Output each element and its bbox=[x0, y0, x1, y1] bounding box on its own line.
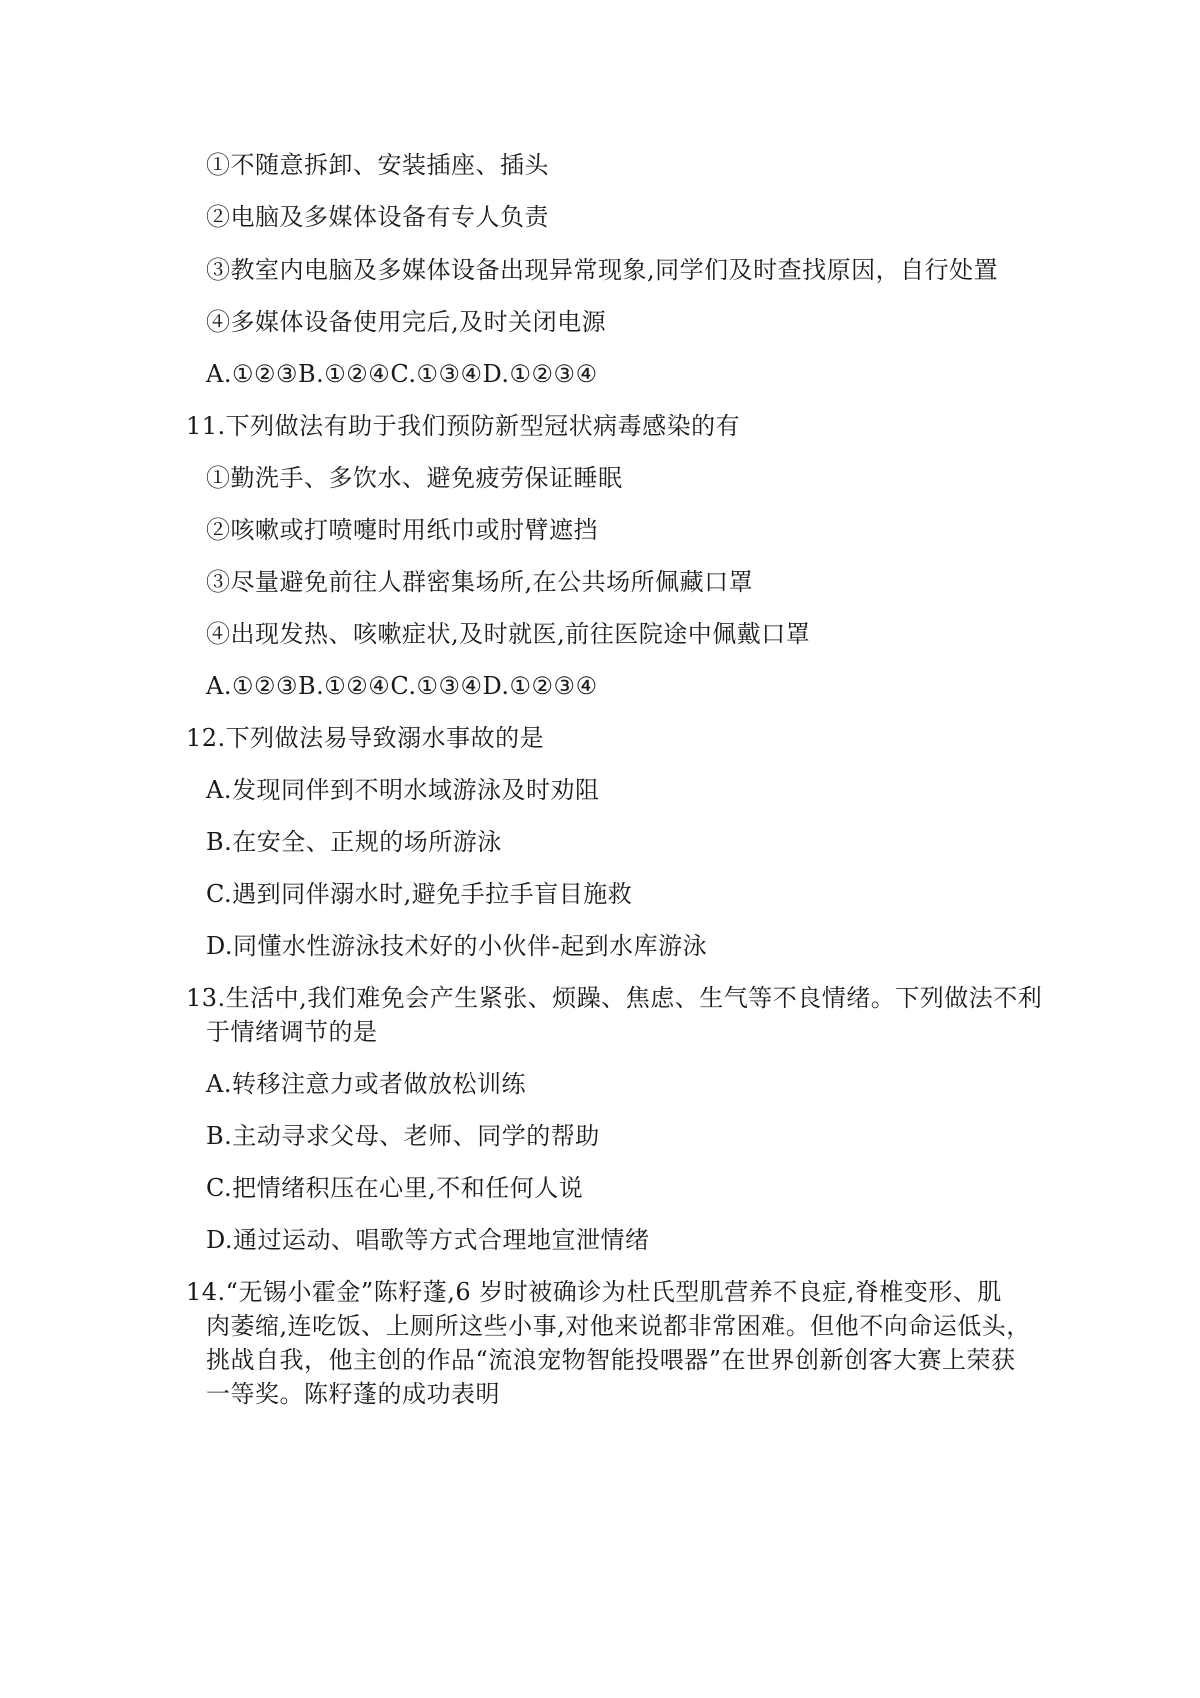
q11-item-4: ④出现发热、咳嗽症状,及时就医,前往医院途中佩戴口罩 bbox=[206, 620, 811, 648]
q12-stem: 12.下列做法易导致溺水事故的是 bbox=[186, 724, 545, 752]
q13-option-c: C.把情绪积压在心里,不和任何人说 bbox=[206, 1174, 584, 1202]
q11-item-3: ③尽量避免前往人群密集场所,在公共场所佩藏口罩 bbox=[206, 568, 754, 596]
q10-item-2: ②电脑及多媒体设备有专人负责 bbox=[206, 203, 549, 231]
q13-option-b: B.主动寻求父母、老师、同学的帮助 bbox=[206, 1122, 600, 1150]
q10-item-1: ①不随意拆卸、安装插座、插头 bbox=[206, 151, 549, 179]
q12-option-d: D.同懂水性游泳技术好的小伙伴-起到水库游泳 bbox=[206, 932, 708, 960]
q13-stem-line-1: 13.生活中,我们难免会产生紧张、烦躁、焦虑、生气等不良情绪。下列做法不利 bbox=[186, 984, 1043, 1012]
q13-option-a: A.转移注意力或者做放松训练 bbox=[206, 1070, 526, 1098]
q10-item-4: ④多媒体设备使用完后,及时关闭电源 bbox=[206, 308, 607, 336]
q12-option-b: B.在安全、正规的场所游泳 bbox=[206, 828, 502, 856]
q14-stem-line-1: 14.“无锡小霍金”陈籽蓬,6 岁时被确诊为杜氏型肌营养不良症,脊椎变形、肌 bbox=[186, 1278, 1002, 1306]
q10-item-3: ③教室内电脑及多媒体设备出现异常现象,同学们及时查找原因，自行处置 bbox=[206, 256, 999, 284]
q10-answer-choices: A.①②③B.①②④C.①③④D.①②③④ bbox=[206, 360, 598, 388]
q12-option-a: A.发现同伴到不明水域游泳及时劝阻 bbox=[206, 776, 600, 804]
q13-option-d: D.通过运动、唱歌等方式合理地宣泄情绪 bbox=[206, 1226, 650, 1254]
q11-stem: 11.下列做法有助于我们预防新型冠状病毒感染的有 bbox=[186, 412, 741, 440]
q13-stem-line-2: 于情绪调节的是 bbox=[206, 1018, 378, 1046]
q14-stem-line-3: 挑战自我，他主创的作品“流浪宠物智能投喂器”在世界创新创客大赛上荣获 bbox=[206, 1346, 1016, 1374]
q11-item-2: ②咳嗽或打喷嚏时用纸巾或肘臂遮挡 bbox=[206, 516, 598, 544]
q11-item-1: ①勤洗手、多饮水、避免疲劳保证睡眠 bbox=[206, 464, 623, 492]
q14-stem-line-4: 一等奖。陈籽蓬的成功表明 bbox=[206, 1380, 500, 1408]
q11-answer-choices: A.①②③B.①②④C.①③④D.①②③④ bbox=[206, 672, 598, 700]
q14-stem-line-2: 肉萎缩,连吃饭、上厕所这些小事,对他来说都非常困难。但他不向命运低头， bbox=[206, 1312, 1031, 1340]
q12-option-c: C.遇到同伴溺水时,避免手拉手盲目施救 bbox=[206, 880, 633, 908]
